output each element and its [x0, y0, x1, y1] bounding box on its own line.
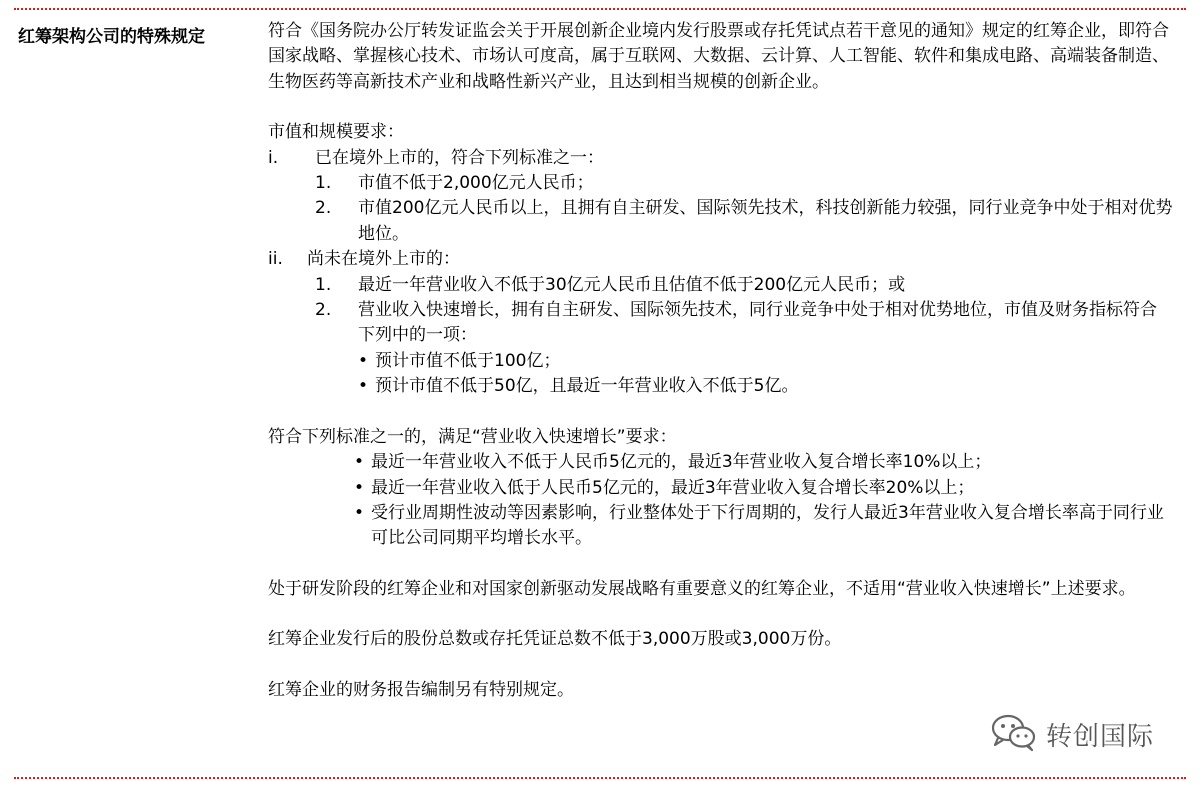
- row-label: 红筹架构公司的特殊规定: [18, 27, 205, 47]
- list-item-i: [268, 146, 1173, 171]
- list-item-ii: [268, 247, 1173, 272]
- bullet-text: 最近一年营业收入不低于人民币5亿元的，最近3年营业收入复合增长率10%以上；: [371, 452, 992, 473]
- bullet-item: [268, 476, 1173, 501]
- list-item-text: 尚未在境外上市的：: [307, 249, 460, 270]
- watermark-text: 转创国际: [1046, 721, 1155, 752]
- bullet-marker: •: [354, 452, 365, 473]
- bullet-text: 最近一年营业收入低于人民币5亿元的，最近3年营业收入复合增长率20%以上；: [371, 477, 975, 498]
- growth-heading: 符合下列标准之一的，满足“营业收入快速增长”要求：: [268, 426, 677, 447]
- bullet-item: [268, 501, 1173, 552]
- bullet-marker: •: [358, 376, 369, 397]
- list-item-text: 已在境外上市的，符合下列标准之一：: [315, 147, 604, 168]
- number-marker: 2.: [315, 300, 332, 321]
- bullet-marker: •: [358, 350, 369, 371]
- bullet-marker: •: [354, 477, 365, 498]
- scale-heading: 市值和规模要求：: [268, 122, 404, 143]
- intro-paragraph: 符合《国务院办公厅转发证监会关于开展创新企业境内发行股票或存托凭试点若干意见的通知》规定的红筹企业，即符合国家战略、掌握核心技术、市场认可度高，属于互联网、大数据、云计算、人工智能、软件和集成电路、高端装备制造、生物医药等高新技术产业和战略性新兴产业，且达到相当规模的创新企业。: [268, 21, 1169, 92]
- list-item: [268, 171, 1173, 196]
- number-marker: 1.: [315, 173, 332, 194]
- number-marker: 1.: [315, 274, 332, 295]
- bullet-text: 受行业周期性波动等因素影响，行业整体处于下行周期的，发行人最近3年营业收入复合增长率高于同行业可比公司同期平均增长水平。: [371, 502, 1164, 549]
- top-divider: [14, 8, 1186, 10]
- list-item-text: 市值不低于2,000亿元人民币；: [358, 173, 594, 194]
- list-item-text: 营业收入快速增长，拥有自主研发、国际领先技术，同行业竞争中处于相对优势地位，市值及财务指标符合下列中的一项：: [358, 300, 1157, 346]
- wechat-icon: [990, 712, 1038, 756]
- list-item: [268, 196, 1173, 247]
- roman-marker: ii.: [268, 249, 283, 270]
- list-item-text: 最近一年营业收入不低于30亿元人民币且估值不低于200亿元人民币；或: [358, 274, 906, 295]
- list-item-text: 市值200亿元人民币以上，且拥有自主研发、国际领先技术，科技创新能力较强，同行业竞争中处于相对优势地位。: [358, 198, 1173, 244]
- roman-marker: i.: [268, 147, 279, 168]
- bullet-text: 预计市值不低于100亿；: [375, 350, 561, 371]
- number-marker: 2.: [315, 198, 332, 219]
- list-item: [268, 273, 1173, 298]
- bottom-divider: [14, 777, 1186, 779]
- bullet-item: [268, 374, 1173, 399]
- bullet-item: [268, 450, 1173, 475]
- watermark: [990, 712, 1154, 756]
- bullet-item: [268, 349, 1173, 374]
- exemption-paragraph: 处于研发阶段的红筹企业和对国家创新驱动发展战略有重要意义的红筹企业，不适用“营业收入快速增长”上述要求。: [268, 578, 1136, 599]
- shares-paragraph: 红筹企业发行后的股份总数或存托凭证总数不低于3,000万股或3,000万份。: [268, 629, 842, 650]
- bullet-marker: •: [354, 502, 365, 523]
- rule-content: [268, 19, 1173, 703]
- list-item: [268, 298, 1173, 349]
- bullet-text: 预计市值不低于50亿，且最近一年营业收入不低于5亿。: [375, 376, 799, 397]
- financial-paragraph: 红筹企业的财务报告编制另有特别规定。: [268, 679, 574, 700]
